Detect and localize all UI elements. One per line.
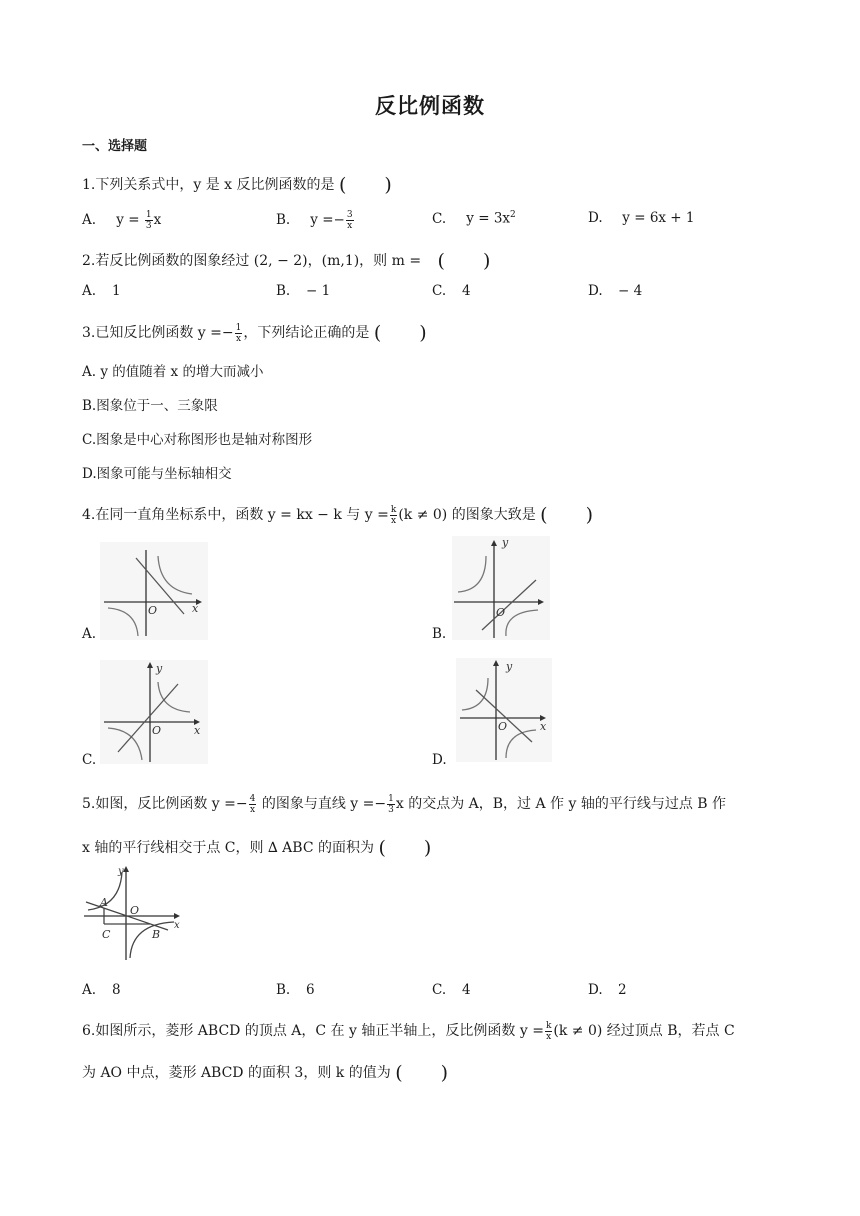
- q5-option-c: C. 4: [432, 982, 471, 998]
- q5-option-a: A. 8: [82, 982, 121, 998]
- point-a-label: A: [100, 896, 108, 909]
- x-arrow: [174, 913, 180, 919]
- origin-label: O: [498, 720, 508, 733]
- q4-label-b: B.: [432, 626, 447, 642]
- y-label: y: [502, 536, 509, 549]
- q3-option-b: B.图象位于一、三象限: [82, 398, 218, 414]
- x-label: x: [192, 602, 199, 615]
- answer-blank: ( ): [540, 504, 593, 526]
- question-2-stem: 2.若反比例函数的图象经过 (2, − 2)，(m,1)，则 m = ( ): [82, 250, 491, 272]
- y-label: y: [118, 866, 124, 877]
- q1-option-a: A. y = $\frac{1}{3}$ x: [82, 210, 162, 231]
- q3-option-d: D.图象可能与坐标轴相交: [82, 466, 232, 482]
- q2-option-a: A. 1: [82, 283, 121, 299]
- origin-label: O: [130, 904, 140, 917]
- question-1-text: 1.下列关系式中，y 是 x 反比例函数的是: [82, 177, 335, 193]
- q5-option-d: D. 2: [588, 982, 627, 998]
- answer-blank: ( ): [437, 250, 491, 272]
- answer-blank: ( ): [395, 1062, 449, 1084]
- q4-label-c: C.: [82, 752, 97, 768]
- question-4-stem: 4.在同一直角坐标系中，函数 y = kx − k 与 y = $\frac{k}{x}$ (k ≠ 0) 的图象大致是 ( ): [82, 504, 593, 526]
- figure-background: [456, 658, 552, 762]
- x-label: x: [540, 720, 547, 733]
- q4-label-a: A.: [82, 626, 97, 642]
- page-title: 反比例函数: [375, 94, 485, 118]
- answer-blank: ( ): [338, 174, 392, 196]
- point-b-label: B: [152, 928, 161, 941]
- question-6-stem: 6.如图所示，菱形 ABCD 的顶点 A，C 在 y 轴正半轴上，反比例函数 y = $\frac{k}{x}$ (k ≠ 0) 经过顶点 B，若点 C: [82, 1020, 735, 1042]
- origin-label: O: [148, 604, 158, 617]
- y-arrow: [123, 866, 129, 872]
- q1-option-c: C. $y = 3x^2$: [432, 210, 516, 227]
- origin-label: O: [152, 724, 162, 737]
- y-label: y: [506, 660, 513, 673]
- y-label: y: [156, 662, 163, 675]
- q1-option-b: B. y =− $\frac{3}{x}$: [276, 210, 353, 231]
- q4-figure-a: [100, 542, 208, 640]
- q1-option-d: D. y = 6x + 1: [588, 210, 695, 226]
- question-1-stem: [82, 170, 392, 197]
- answer-blank: ( ): [378, 837, 432, 859]
- q3-option-a: A. y 的值随着 x 的增大而减小: [82, 364, 264, 380]
- figure-background: [100, 542, 208, 640]
- point-c-label: C: [102, 928, 111, 941]
- q4-figure-c: [100, 660, 208, 764]
- origin-label: O: [496, 606, 506, 619]
- question-5-line2: x 轴的平行线相交于点 C，则 ∆ ABC 的面积为 ( ): [82, 837, 432, 859]
- figure-background: [452, 536, 550, 640]
- question-5-stem: 5.如图，反比例函数 y =− $\frac{4}{x}$ 的图象与直线 y =− $\frac{1}{3}$ x 的交点为 A，B，过 A 作 y 轴的平行线与过点 B 作: [82, 793, 727, 815]
- question-3-stem: 3.已知反比例函数 y =− $\frac{1}{x}$ ，下列结论正确的是 ( ): [82, 322, 427, 344]
- q3-option-c: C.图象是中心对称图形也是轴对称图形: [82, 432, 313, 448]
- q5-figure: [82, 862, 184, 962]
- section-heading: 一、选择题: [82, 139, 148, 154]
- q4-label-d: D.: [432, 752, 447, 768]
- q5-option-b: B. 6: [276, 982, 315, 998]
- question-6-line2: 为 AO 中点，菱形 ABCD 的面积 3，则 k 的值为 ( ): [82, 1062, 449, 1084]
- q2-option-b: B. − 1: [276, 283, 331, 299]
- q4-figure-d: [456, 658, 552, 762]
- answer-blank: ( ): [373, 322, 427, 344]
- q4-figure-b: [452, 536, 550, 640]
- q2-option-d: D. − 4: [588, 283, 643, 299]
- x-label: x: [174, 920, 180, 931]
- x-label: x: [194, 724, 201, 737]
- q2-option-c: C. 4: [432, 283, 471, 299]
